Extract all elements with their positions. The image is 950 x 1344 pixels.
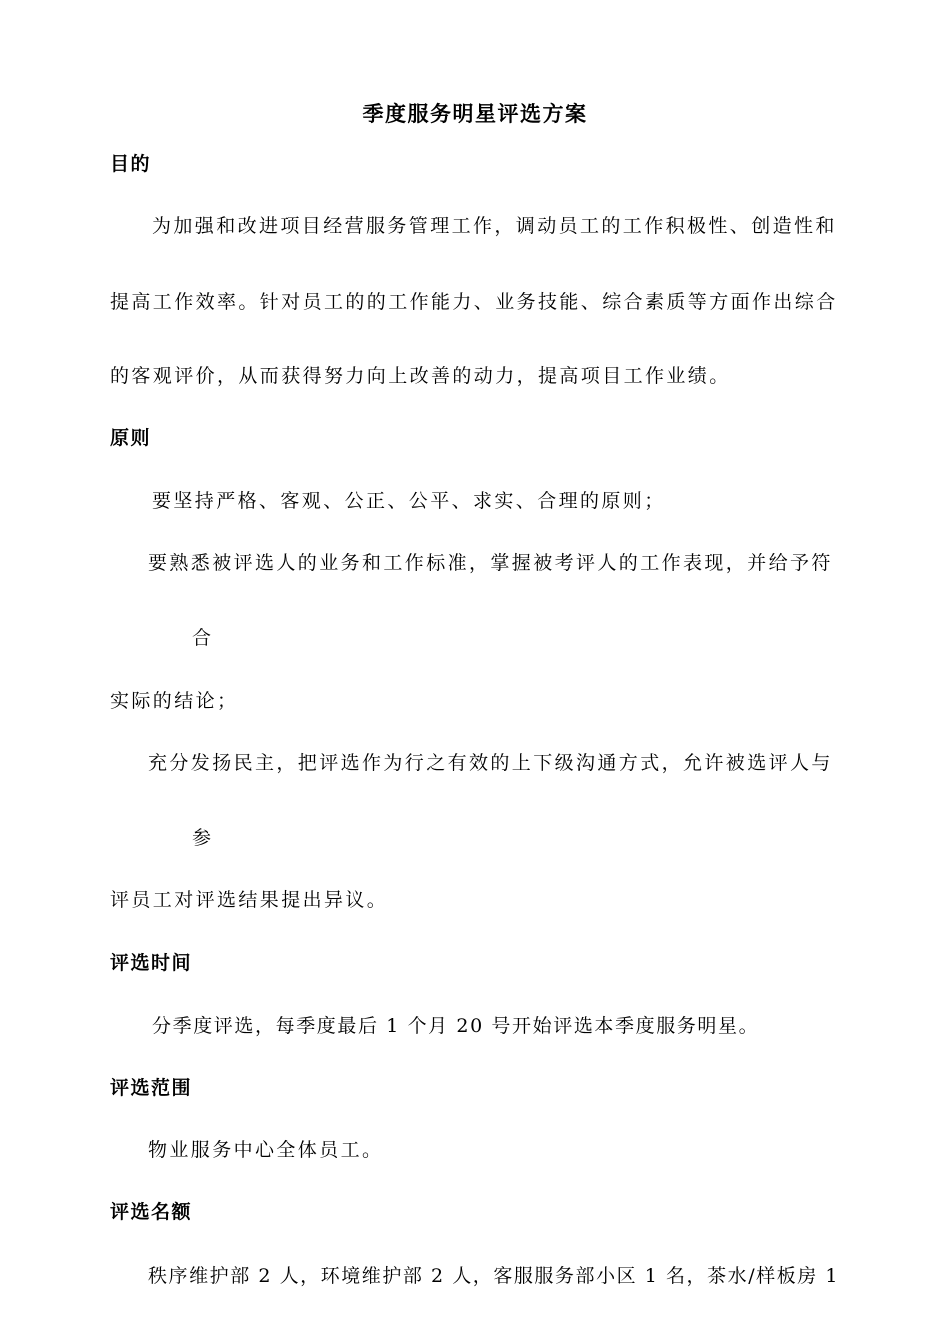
principles-line-1: 要坚持严格、客观、公正、公平、求实、合理的原则； (152, 490, 666, 512)
principles-line-4: 实际的结论； (110, 690, 239, 712)
principles-line-2: 要熟悉被评选人的业务和工作标准，掌握被考评人的工作表现，并给予符 (148, 552, 833, 574)
section-heading-time: 评选时间 (110, 952, 193, 974)
quota-line-1: 秩序维护部 2 人，环境维护部 2 人，客服服务部小区 1 名，茶水/样板房 1 (148, 1265, 840, 1287)
scope-line-1: 物业服务中心全体员工。 (148, 1139, 384, 1161)
purpose-line-3: 的客观评价，从而获得努力向上改善的动力，提高项目工作业绩。 (110, 365, 731, 387)
document-title: 季度服务明星评选方案 (362, 101, 588, 126)
section-heading-quota: 评选名额 (110, 1201, 193, 1223)
principles-line-5: 充分发扬民主，把评选作为行之有效的上下级沟通方式，允许被选评人与 (148, 752, 833, 774)
principles-line-3: 合 (192, 627, 214, 649)
purpose-line-1: 为加强和改进项目经营服务管理工作，调动员工的工作积极性、创造性和 (152, 215, 837, 237)
principles-line-7: 评员工对评选结果提出异议。 (110, 889, 389, 911)
section-heading-scope: 评选范围 (110, 1077, 193, 1099)
section-heading-purpose: 目的 (110, 153, 152, 175)
time-line-1: 分季度评选，每季度最后 1 个月 20 号开始评选本季度服务明星。 (152, 1015, 760, 1037)
purpose-line-2: 提高工作效率。针对员工的的工作能力、业务技能、综合素质等方面作出综合 (110, 291, 838, 313)
principles-line-6: 参 (192, 827, 214, 849)
section-heading-principles: 原则 (110, 427, 152, 449)
